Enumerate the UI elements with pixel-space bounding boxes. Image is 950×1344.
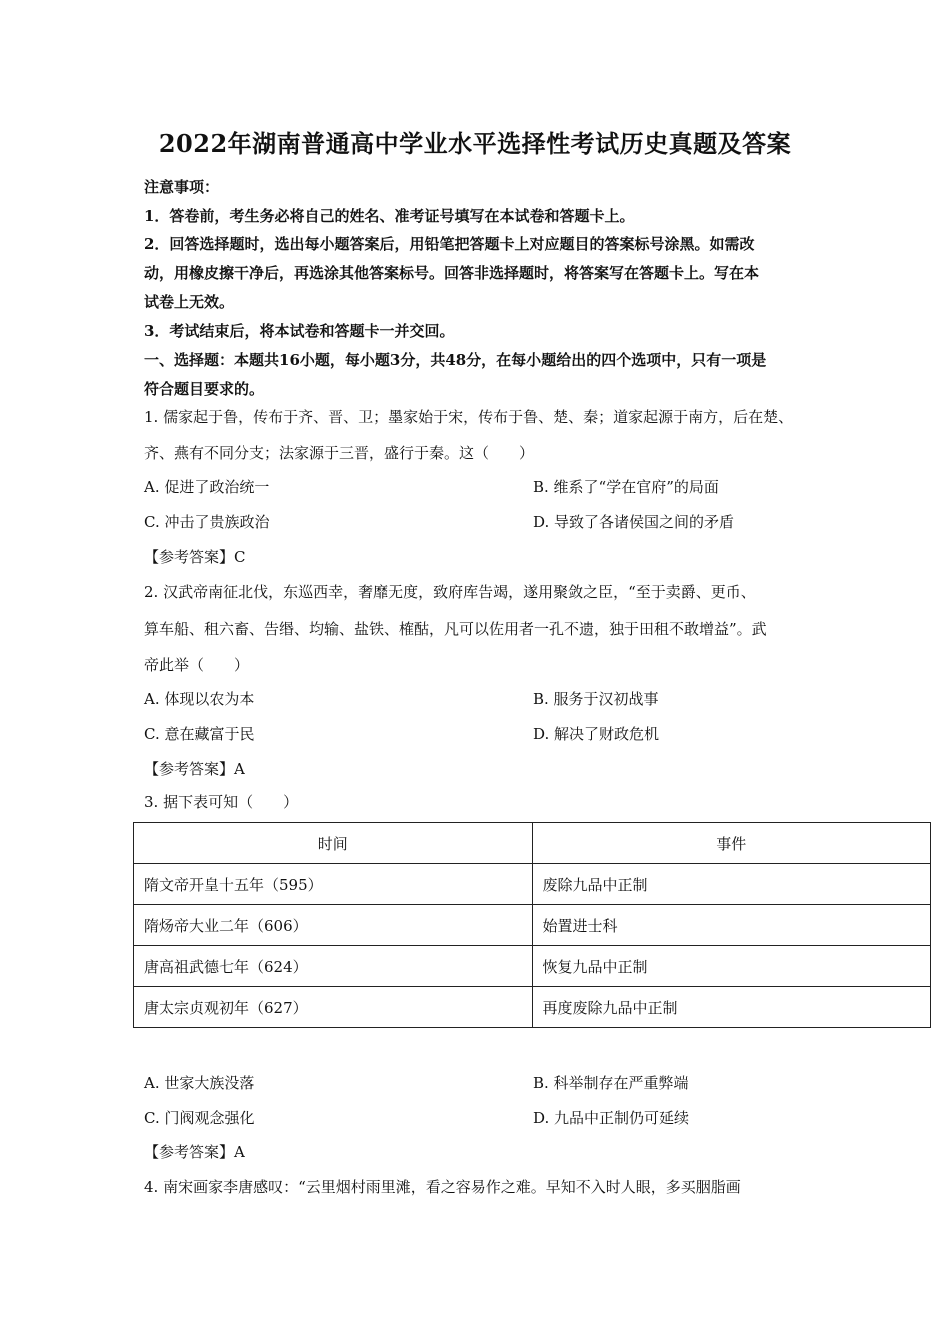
- table-cell: 唐太宗贞观初年（627）: [134, 987, 533, 1028]
- q3-option-b: B. 科举制存在严重弊端: [533, 1074, 689, 1092]
- table-header-event: 事件: [532, 823, 931, 864]
- document-title: 2022年湖南普通高中学业水平选择性考试历史真题及答案: [158, 129, 792, 158]
- q4-stem: 4. 南宋画家李唐感叹：“云里烟村雨里滩，看之容易作之难。早知不入时人眼，多买胭脂画: [144, 1178, 741, 1196]
- table-header-time: 时间: [134, 823, 533, 864]
- table-header-row: [134, 823, 931, 864]
- table-row: [134, 864, 931, 905]
- notice-heading: 注意事项：: [144, 178, 220, 196]
- section-heading: 一、选择题：本题共16小题，每小题3分，共48分，在每小题给出的四个选项中，只有一项是: [144, 351, 767, 369]
- notice-item: 1．答卷前，考生务必将自己的姓名、准考证号填写在本试卷和答题卡上。: [144, 207, 635, 225]
- notice-item: 3．考试结束后，将本试卷和答题卡一并交回。: [144, 322, 455, 340]
- table-row: [134, 905, 931, 946]
- table-cell: 始置进士科: [532, 905, 931, 946]
- table-row: [134, 946, 931, 987]
- table-cell: 恢复九品中正制: [532, 946, 931, 987]
- q1-answer: 【参考答案】C: [144, 548, 246, 566]
- table-row: [134, 987, 931, 1028]
- q2-option-b: B. 服务于汉初战事: [533, 690, 659, 708]
- table-cell: 废除九品中正制: [532, 864, 931, 905]
- q2-stem-cont: 帝此举（ ）: [144, 656, 250, 674]
- q3-option-a: A. 世家大族没落: [144, 1074, 255, 1092]
- notice-item: 2．回答选择题时，选出每小题答案后，用铅笔把答题卡上对应题目的答案标号涂黑。如需改: [144, 235, 755, 253]
- q1-option-c: C. 冲击了贵族政治: [144, 513, 270, 531]
- table-cell: 再度废除九品中正制: [532, 987, 931, 1028]
- notice-item: 试卷上无效。: [144, 293, 235, 311]
- table-cell: 隋炀帝大业二年（606）: [134, 905, 533, 946]
- q3-option-d: D. 九品中正制仍可延续: [533, 1109, 690, 1127]
- q1-stem: 1. 儒家起于鲁，传布于齐、晋、卫；墨家始于宋，传布于鲁、楚、秦；道家起源于南方，后在楚、: [144, 408, 794, 426]
- q2-answer: 【参考答案】A: [144, 760, 245, 778]
- q1-option-b: B. 维系了“学在官府”的局面: [533, 478, 719, 496]
- table-cell: 唐高祖武德七年（624）: [134, 946, 533, 987]
- q3-table: [133, 822, 931, 1028]
- q2-option-a: A. 体现以农为本: [144, 690, 255, 708]
- notice-item: 动，用橡皮擦干净后，再选涂其他答案标号。回答非选择题时，将答案写在答题卡上。写在本: [144, 264, 760, 282]
- q3-answer: 【参考答案】A: [144, 1143, 245, 1161]
- q2-stem-cont: 算车船、租六畜、告缗、均输、盐铁、榷酤，凡可以佐用者一孔不遗，独于田租不敢增益”。武: [144, 620, 767, 638]
- q3-stem: 3. 据下表可知（ ）: [144, 793, 299, 811]
- table-cell: 隋文帝开皇十五年（595）: [134, 864, 533, 905]
- section-heading-cont: 符合题目要求的。: [144, 380, 265, 398]
- q1-option-a: A. 促进了政治统一: [144, 478, 270, 496]
- q3-option-c: C. 门阀观念强化: [144, 1109, 255, 1127]
- q2-stem: 2. 汉武帝南征北伐，东巡西幸，奢靡无度，致府库告竭，遂用聚敛之臣，“至于卖爵、更币、: [144, 583, 756, 601]
- q2-option-c: C. 意在藏富于民: [144, 725, 255, 743]
- q2-option-d: D. 解决了财政危机: [533, 725, 660, 743]
- q1-stem-cont: 齐、燕有不同分支；法家源于三晋，盛行于秦。这（ ）: [144, 444, 535, 462]
- q1-option-d: D. 导致了各诸侯国之间的矛盾: [533, 513, 735, 531]
